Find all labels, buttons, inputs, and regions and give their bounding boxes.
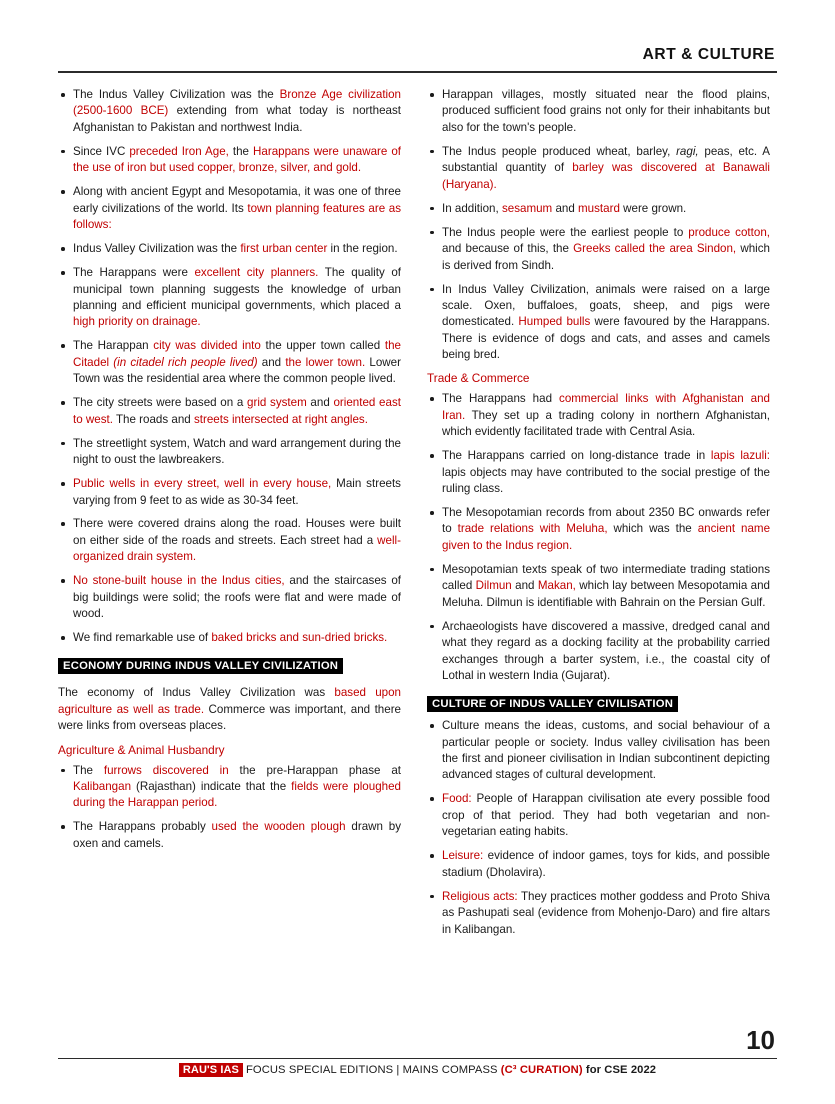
list-item [427, 619, 770, 685]
list-item [58, 265, 401, 331]
list-item [58, 87, 401, 136]
text-run: commercial links with Afghanistan and Iran. [442, 392, 770, 422]
text-run: furrows discovered in [103, 763, 229, 777]
list-item [58, 630, 401, 646]
list-item [427, 848, 770, 881]
right-column [427, 87, 770, 945]
text-run: We find remarkable use of [73, 631, 212, 645]
list-item [427, 791, 770, 840]
footer-text-1: FOCUS SPECIAL EDITIONS | MAINS COMPASS [245, 1064, 501, 1076]
text-run: were grown. [619, 201, 687, 215]
text-run: city was divided into [153, 339, 261, 353]
text-run: mustard [578, 201, 620, 215]
text-run: Kalibangan [73, 779, 132, 793]
left-bullet-list [58, 87, 401, 647]
text-run: well-organized drain system. [73, 533, 401, 564]
text-run: The Harappans were [73, 266, 195, 280]
agriculture-bullet-list [58, 763, 401, 853]
footer-text [58, 1064, 777, 1076]
text-run: (in citadel rich people lived) [113, 355, 258, 369]
text-run: Food: [442, 792, 472, 806]
text-run: fields were ploughed during the Harappan period. [73, 779, 401, 810]
list-item [427, 505, 770, 554]
text-run: Bronze Age civilization (2500-1600 BCE) [73, 88, 402, 118]
text-run: Since IVC [73, 144, 130, 158]
text-run: The Mesopotamian records from about 2350 BC onwards refer to [442, 506, 770, 536]
trade-bullet-list [427, 391, 770, 684]
list-item [58, 573, 401, 622]
text-run: lapis lazuli: [710, 449, 770, 463]
text-run: The Harappans carried on long-distance trade in [442, 449, 711, 463]
economy-paragraph [58, 685, 401, 734]
list-item [58, 436, 401, 469]
section-heading-economy: ECONOMY DURING INDUS VALLEY CIVILIZATION [58, 658, 343, 674]
text-run: the [228, 144, 254, 158]
text-run: The Harappans had [442, 392, 560, 406]
text-run: The roads and [112, 412, 194, 426]
list-item [58, 241, 401, 257]
list-item [427, 562, 770, 611]
text-run: Harappan villages, mostly situated near the flood plains, produced sufficient food grains not only for their inhabitants but also for the town's people. [442, 88, 770, 134]
text-run: The Indus people were the earliest people to [442, 225, 689, 239]
subheading-agriculture: Agriculture & Animal Husbandry [58, 742, 225, 757]
text-run: used the wooden plough [211, 820, 346, 834]
text-run: and [552, 201, 579, 215]
text-run: The economy of Indus Valley Civilization was [58, 686, 335, 700]
text-run: the lower town. [285, 355, 366, 369]
list-item [58, 819, 401, 852]
text-run: In addition, [442, 201, 502, 215]
footer-text-highlight: (C³ CURATION) [500, 1064, 583, 1076]
footer-text-2: for CSE 2022 [582, 1064, 657, 1076]
text-run: the Citadel [73, 339, 401, 369]
text-run: Culture means the ideas, customs, and social behaviour of a particular people or society. Indus valley civilisation has been the first and pioneer civilisation in Indian subcontinent depicting advanced stages of cultural development. [442, 719, 770, 782]
text-run: The [73, 763, 104, 777]
text-run: Dilmun [475, 579, 512, 593]
text-run: high priority on drainage. [73, 315, 201, 329]
text-run: drawn by oxen and camels. [73, 820, 401, 850]
list-item [58, 144, 401, 177]
text-run: sesamum [501, 201, 553, 215]
text-run: in the region. [327, 242, 398, 256]
text-run: were favoured by the Harappans. There is evidence of dogs and cats, and asses and camels being bred. [442, 315, 770, 362]
list-item [58, 476, 401, 509]
text-run: Along with ancient Egypt and Mesopotamia, it was one of three early civilizations of the world. Its [73, 185, 401, 215]
left-column [58, 87, 401, 860]
text-run: ragi, [676, 144, 699, 158]
list-item [427, 144, 770, 193]
text-run: and [306, 396, 334, 410]
text-run: Archaeologists have discovered a massive, dredged canal and what they regard as a docking facility at the probability carried exchanges through a barter system, i.e., the coastal city of Lothal in western India (Gujarat). [442, 619, 770, 683]
list-item [58, 395, 401, 428]
text-run: ancient name given to the Indus region. [442, 522, 771, 552]
subheading-trade: Trade & Commerce [427, 371, 530, 386]
brand-logo: RAU'S IAS [179, 1063, 243, 1077]
text-run: produce cotton, [688, 225, 770, 239]
page-number: 10 [746, 1025, 775, 1055]
text-run: peas, etc. A substantial quantity of [442, 144, 770, 175]
text-run: Main streets varying from 9 feet to as wide as 30-34 feet. [73, 477, 401, 507]
list-item [58, 763, 401, 812]
text-run: Public wells in every street, well in every house, [73, 477, 332, 491]
text-run: which is derived from Sindh. [442, 242, 770, 272]
text-run: and [257, 355, 286, 369]
list-item [427, 225, 770, 274]
text-run: evidence of indoor games, toys for kids, and possible stadium (Dholavira). [442, 849, 770, 879]
text-run: The Harappan [73, 339, 154, 353]
text-run: excellent city planners. [194, 266, 319, 280]
text-run: The Indus Valley Civilization was the [73, 88, 280, 101]
text-run: The Harappans probably [73, 820, 212, 834]
text-run: and [511, 579, 538, 593]
right-bullet-list [427, 87, 770, 364]
text-run: The city streets were based on a [73, 396, 248, 410]
text-run: and because of this, the [442, 242, 574, 256]
text-run: extending from what today is northeast Afghanistan to Pakistan and northwest India. [73, 104, 402, 134]
header-divider [58, 71, 777, 73]
text-run: Humped bulls [518, 315, 591, 329]
text-run: Religious acts: [442, 889, 518, 903]
text-run: preceded Iron Age, [129, 144, 229, 158]
text-run: which lay between Mesopotamia and Meluha. Dilmun is identifiable with Bahrain on the Persian Gulf. [442, 579, 771, 609]
text-run: (Rajasthan) indicate that the [131, 779, 292, 793]
text-run: lapis objects may have contributed to the social prestige of the ruling class. [442, 465, 770, 496]
text-run: Lower Town was the residential area where the common people lived. [73, 355, 401, 386]
text-run: Harappans were unaware of the use of iron but used copper, bronze, silver, and gold. [73, 144, 402, 175]
text-run: Indus Valley Civilization was the [73, 242, 241, 256]
list-item [427, 718, 770, 784]
text-run: Commerce was important, and there were links from overseas places. [58, 702, 401, 733]
list-item [427, 391, 770, 440]
text-run: They practices mother goddess and Proto Shiva as Pashupati seal (evidence from Mohenjo-Daro) and fire altars in Kalibangan. [442, 889, 770, 936]
list-item [427, 282, 770, 364]
text-run: streets intersected at right angles. [193, 412, 368, 426]
list-item [58, 184, 401, 233]
text-run: People of Harappan civilisation ate every possible food crop of that period. They had both vegetarian and non-vegetarian eating habits. [442, 792, 770, 839]
text-run: Mesopotamian texts speak of two intermediate trading stations called [442, 562, 770, 593]
text-run: which was the [607, 522, 698, 536]
list-item [427, 201, 770, 217]
text-run: The quality of municipal town planning suggests the knowledge of urban planning and efficient municipal governments, which placed a [73, 266, 401, 312]
text-run: based upon agriculture as well as trade. [58, 686, 401, 716]
list-item [427, 87, 770, 136]
text-run: The streetlight system, Watch and ward arrangement during the night to oust the lawbreakers. [73, 436, 401, 467]
culture-bullet-list [427, 718, 770, 938]
text-run: They set up a trading colony in northern Afghanistan, which evidently facilitated trade with Central Asia. [442, 408, 770, 439]
text-run: Greeks called the area Sindon, [573, 242, 737, 256]
footer-divider [58, 1058, 777, 1059]
text-run: Makan, [537, 579, 576, 593]
text-run: the upper town called [260, 339, 385, 353]
text-run: In Indus Valley Civilization, animals were raised on a large scale. Oxen, buffaloes, goats, sheep, and pigs were domesticated. [442, 282, 770, 329]
two-column-body [58, 87, 777, 945]
text-run: and the staircases of big buildings were solid; the roofs were flat and were made of wood. [73, 574, 401, 621]
text-run: The Indus people produced wheat, barley, [442, 144, 677, 158]
text-run: barley was discovered at Banawali (Haryana). [442, 161, 770, 191]
text-run: No stone-built house in the Indus cities, [73, 574, 285, 588]
text-run: grid system [247, 396, 307, 410]
text-run: town planning features are as follows: [73, 201, 402, 232]
header-title: ART & CULTURE [642, 46, 775, 63]
list-item [58, 516, 401, 565]
list-item [427, 889, 770, 938]
text-run: first urban center [240, 242, 328, 256]
text-run: Leisure: [442, 849, 484, 863]
text-run: the pre-Harappan phase at [228, 763, 401, 777]
section-heading-culture: CULTURE OF INDUS VALLEY CIVILISATION [427, 696, 678, 712]
text-run: trade relations with Meluha, [457, 522, 608, 536]
list-item [427, 448, 770, 497]
text-run: baked bricks and sun-dried bricks. [211, 631, 388, 645]
list-item [58, 338, 401, 387]
page-footer [58, 1058, 777, 1076]
text-run: There were covered drains along the road. Houses were built on either side of the roads and streets. Each street had a [73, 517, 401, 547]
text-run: oriented east to west. [73, 396, 401, 426]
page-header [58, 46, 777, 66]
